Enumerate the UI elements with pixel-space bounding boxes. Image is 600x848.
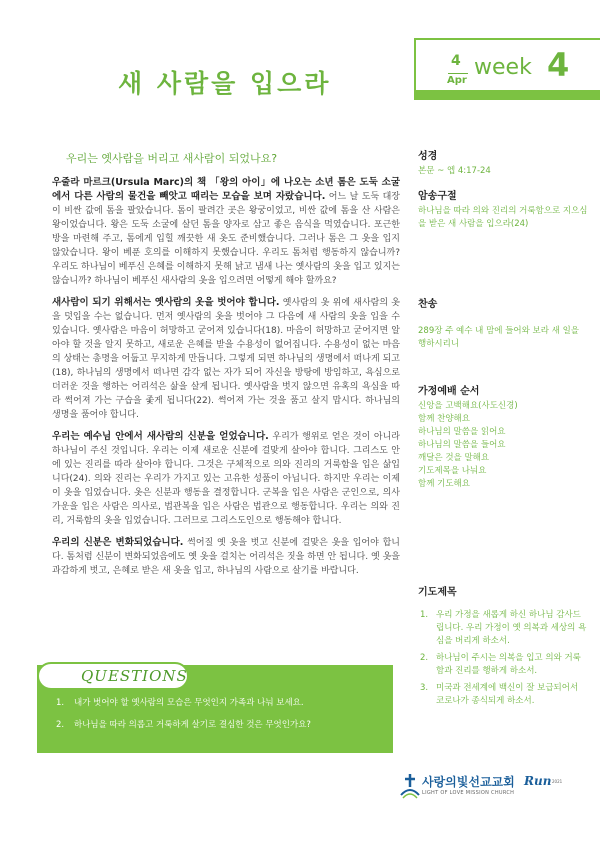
prayer-item <box>418 682 588 708</box>
question-text: 하나님을 따라 의롭고 거룩하게 살기로 결심한 것은 무엇인가요? <box>74 720 311 730</box>
hymn-text: 289장 주 예수 내 맘에 들어와 보라 새 일을 행하시리니 <box>418 326 580 349</box>
question-text: 내가 벗어야 할 옛사람의 모습은 무엇인지 가족과 나눠 보세요. <box>74 698 304 708</box>
paragraph-2 <box>52 296 400 422</box>
worship-order-item: 하나님의 말씀을 들어요 <box>418 440 506 450</box>
prayer-number: 3. <box>420 683 429 693</box>
week-date-divider <box>448 73 468 74</box>
worship-order-item: 함께 찬양해요 <box>418 414 470 424</box>
questions-list <box>56 696 386 740</box>
prayer-section <box>418 586 588 712</box>
paragraph-2-lead: 새사람이 되기 위해서는 옛사람의 옷을 벗어야 합니다. <box>52 297 280 308</box>
worship-order-item: 신앙을 고백해요(사도신경) <box>418 401 518 411</box>
week-number: 4 <box>547 46 570 84</box>
worship-order-item: 하나님의 말씀을 읽어요 <box>418 427 506 437</box>
prayer-number: 2. <box>420 653 429 663</box>
paragraph-4-body: 썩어질 옛 옷을 벗고 신분에 걸맞은 옷을 입어야 합니다. 톰처럼 신분이 변화되었음에도 옛 옷을 걸치는 어리석은 짓을 하면 안 됩니다. 옛 옷을 과감하게 벗고, 은혜로 받은 새 옷을 입고, 하나님의 사람으로 살기를 바랍니다. <box>52 538 400 576</box>
hymn-section <box>418 298 588 351</box>
scripture-text: 본문 ~ 엡 4:17-24 <box>418 166 491 176</box>
hymn-heading: 찬송 <box>418 299 438 310</box>
question-item <box>56 696 386 710</box>
memory-verse-section <box>418 190 588 231</box>
prayer-number: 1. <box>420 610 429 620</box>
prayer-list <box>418 609 588 708</box>
week-month: 4 <box>451 53 461 69</box>
week-badge <box>414 38 600 100</box>
paragraph-2-body: 옛사람의 옷 위에 새사람의 옷을 덧입을 수는 없습니다. 먼저 옛사람의 옷을 벗어야 그 다음에 새 사람의 옷을 입을 수 있습니다. 옛사람은 마음이 허망하고 굳어져 있습니다(18). 마음이 허망하고 굳어지면 알아야 할 것을 알지 못하고, 새로운 은혜를 받을 수용성이 없어집니다. 수용성이 없는 마음의 상태는 총명을 어둡고 무지하게 만듭니다. 그렇게 되면 하나님의 생명에서 떠나게 되고(18), 하나님의 생명에서 떠나면 감각 없는 자가 되어 자신을 방탕에 방임하고, 욕심으로 더러운 것을 행하는 어리석은 삶을 살게 됩니다. 옛사람을 벗지 않으면 유혹의 욕심을 따라 썩어져 가는 구습을 좇게 됩니다(22). 썩어져 가는 것을 품고 살지 맙시다. 하나님의 생명을 품어야 합니다. <box>52 298 400 420</box>
memory-verse-heading: 암송구절 <box>418 191 457 202</box>
prayer-text: 하나님이 주시는 의복을 입고 의와 거룩함과 진리를 행하게 하소서. <box>436 653 581 676</box>
prayer-text: 미국과 전세계에 백신이 잘 보급되어서 코로나가 종식되게 하소서. <box>436 683 579 706</box>
worship-order-heading: 가정예배 순서 <box>418 386 480 397</box>
paragraph-1-body: 어느 날 도둑 대장이 비싼 값에 톰을 팔았습니다. 톰이 팔려간 곳은 왕궁이었고, 비싼 값에 톰을 산 사람은 왕이었습니다. 왕은 도둑 소굴에 살던 톰을 양자로 삼고 좋은 음식을 먹였습니다. 포근한 방을 마련해 주고, 톰에게 입힐 깨끗한 새 옷도 준비했습니다. 그러나 톰은 그 옷을 입지 않았습니다. 왕이 베푼 호의를 이해하지 못했습니다. 우리도 톰처럼 행동하지 않습니까? 우리도 하나님이 베푸신 은혜를 이해하지 못해 낡고 냄새 나는 옛사람의 옷을 입고 있지는 않습니까? 하나님이 베푸신 새사람의 옷을 입으려면 어떻게 해야 할까요? <box>52 192 400 286</box>
worship-order-section <box>418 385 588 491</box>
prayer-heading: 기도제목 <box>418 587 457 598</box>
church-name-kr: 사랑의빛선교교회 <box>422 775 515 789</box>
paragraph-3 <box>52 430 400 528</box>
church-logo <box>400 773 600 803</box>
paragraph-3-body: 우리가 행위로 얻은 것이 아니라 하나님이 주신 것입니다. 우리는 이제 새로운 신분에 걸맞게 살아야 합니다. 그리스도 안에 있는 진리를 따라 살아야 합니다. 그것은 구체적으로 의와 진리의 거룩함을 입은 삶입니다(24). 의와 진리는 우리가 가지고 있는 고유한 성품이 아닙니다. 하지만 우리는 이제 이 옷을 입었습니다. 옷은 신분과 행동을 결정합니다. 군복을 입은 사람은 군인으로, 의사 가운을 입은 사람은 의사로, 법관복을 입은 사람은 법관으로 행동합니다. 우리는 의와 진리, 거룩함의 옷을 입었습니다. 그러므로 그리스도인으로 행동해야 합니다. <box>52 432 400 526</box>
page-title: 새 사람을 입으라 <box>118 69 332 98</box>
question-number: 2. <box>56 720 65 730</box>
prayer-item <box>418 652 588 678</box>
run-logo-year: 2021 <box>552 779 563 784</box>
questions-title-tab <box>37 662 189 690</box>
question-item <box>56 718 386 732</box>
paragraph-1-lead: 우줄라 마르크(Ursula Marc)의 책 「왕의 아이」에 나오는 소년 톰은 도둑 소굴에서 다른 사람의 물건을 빼앗고 때리는 모습을 보며 자랐습니다. <box>52 177 400 202</box>
sermon-subtitle: 우리는 옛사람을 버리고 새사람이 되었나요? <box>66 152 278 165</box>
scripture-heading: 성경 <box>418 151 438 162</box>
paragraph-1 <box>52 176 400 288</box>
run-logo: Run <box>524 774 552 788</box>
paragraph-4 <box>52 536 400 578</box>
week-month-name: Apr <box>447 75 467 86</box>
worship-order-item: 함께 기도해요 <box>418 479 470 489</box>
worship-order-item: 기도제목을 나눠요 <box>418 466 487 476</box>
questions-title: QUESTIONS <box>81 667 188 685</box>
prayer-item <box>418 609 588 648</box>
church-name-en: LIGHT OF LOVE MISSION CHURCH <box>422 790 515 796</box>
question-number: 1. <box>56 698 65 708</box>
paragraph-3-lead: 우리는 예수님 안에서 새사람의 신분을 얻었습니다. <box>52 431 269 442</box>
worship-order-item: 깨달은 것을 말해요 <box>418 453 490 463</box>
paragraph-4-lead: 우리의 신분은 변화되었습니다. <box>52 537 184 548</box>
sermon-body <box>52 176 400 586</box>
memory-verse-text: 하나님을 따라 의와 진리의 거룩함으로 지으심을 받은 새 사람을 입으라(24) <box>418 206 588 229</box>
church-logo-icon <box>400 773 420 803</box>
prayer-text: 우리 가정을 새롭게 하신 하나님 감사드립니다. 우리 가정이 옛 의복과 세상의 욕심을 버리게 하소서. <box>436 610 587 646</box>
week-label: week <box>474 55 532 80</box>
scripture-section <box>418 150 588 178</box>
